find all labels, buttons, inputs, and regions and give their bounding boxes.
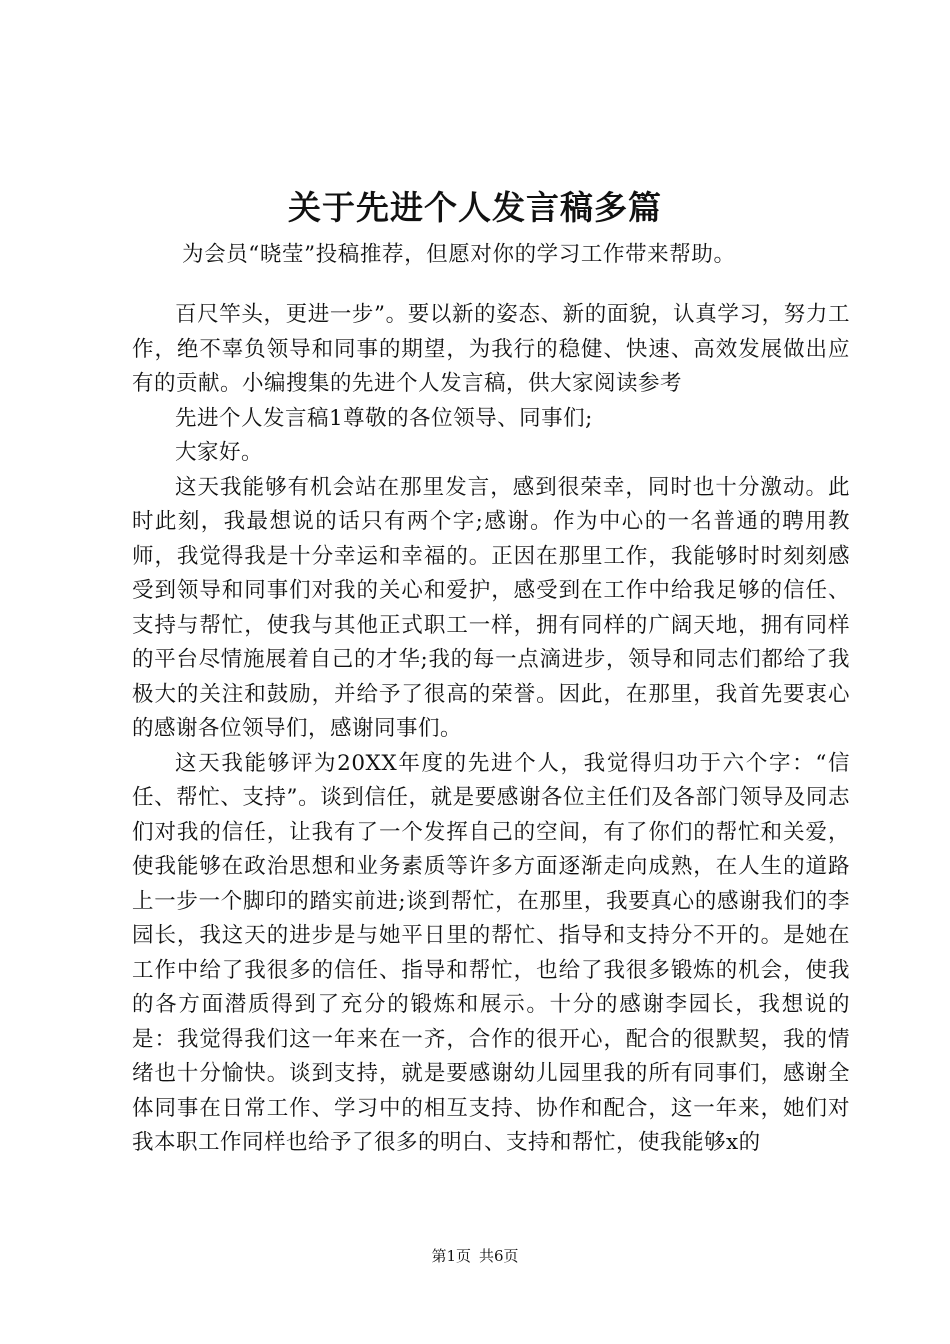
page-footer	[0, 1245, 950, 1267]
document-body	[132, 298, 850, 1161]
body-paragraph: 这天我能够评为20XX年度的先进个人，我觉得归功于六个字：“信任、帮忙、支持”。谈到信任，就是要感谢各位主任们及各部门领导及同志们对我的信任，让我有了一个发挥自己的空间，有了你们的帮忙和关爱，使我能够在政治思想和业务素质等许多方面逐渐走向成熟，在人生的道路上一步一个脚印的踏实前进;谈到帮忙，在那里，我要真心的感谢我们的李园长，我这天的进步是与她平日里的帮忙、指导和支持分不开的。是她在工作中给了我很多的信任、指导和帮忙，也给了我很多锻炼的机会，使我的各方面潜质得到了充分的锻炼和展示。十分的感谢李园长，我想说的是：我觉得我们这一年来在一齐，合作的很开心，配合的很默契，我的情绪也十分愉快。谈到支持，就是要感谢幼儿园里我的所有同事们，感谢全体同事在日常工作、学习中的相互支持、协作和配合，这一年来，她们对我本职工作同样也给予了很多的明白、支持和帮忙，使我能够x的	[132, 750, 850, 1155]
body-paragraph: 百尺竿头，更进一步”。要以新的姿态、新的面貌，认真学习，努力工作，绝不辜负领导和同事的期望，为我行的稳健、快速、高效发展做出应有的贡献。小编搜集的先进个人发言稿，供大家阅读参考	[132, 302, 850, 396]
body-paragraph: 大家好。	[175, 440, 264, 465]
body-paragraph: 先进个人发言稿1尊敬的各位领导、同事们;	[175, 405, 593, 431]
intro-line: 为会员“晓莹”投稿推荐，但愿对你的学习工作带来帮助。	[182, 242, 736, 267]
page-total: 共6页	[479, 1247, 519, 1265]
page-number: 第1页	[431, 1247, 471, 1265]
body-paragraph: 这天我能够有机会站在那里发言，感到很荣幸，同时也十分激动。此时此刻，我最想说的话只有两个字;感谢。作为中心的一名普通的聘用教师，我觉得我是十分幸运和幸福的。正因在那里工作，我能够时时刻刻感受到领导和同事们对我的关心和爱护，感受到在工作中给我足够的信任、支持与帮忙，使我与其他正式职工一样，拥有同样的广阔天地，拥有同样的平台尽情施展着自己的才华;我的每一点滴进步，领导和同志们都给了我极大的关注和鼓励，并给予了很高的荣誉。因此，在那里，我首先要衷心的感谢各位领导们，感谢同事们。	[132, 474, 850, 741]
document-title: 关于先进个人发言稿多篇	[288, 188, 662, 227]
